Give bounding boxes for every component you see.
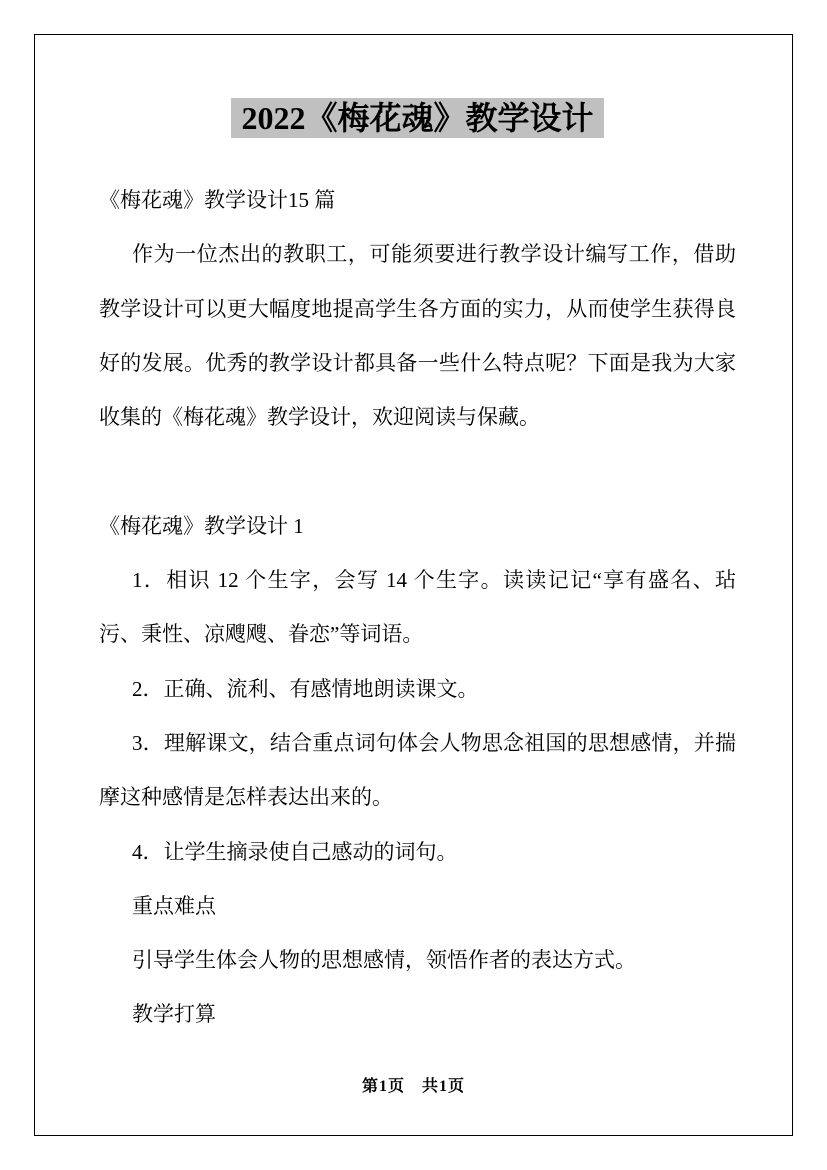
text-line: 2．正确、流利、有感情地朗读课文。 — [132, 676, 479, 701]
subtitle-line: 《梅花魂》教学设计15 篇 — [99, 188, 336, 212]
text-line: 教学设计可以更大幅度地提高学生各方面的实力，从而使学生获得良 — [99, 296, 736, 321]
text-line: 3．理解课文，结合重点词句体会人物思念祖国的思想感情，并揣 — [132, 730, 736, 755]
section-heading-line: 教学打算 — [132, 1002, 216, 1027]
text-line: 收集的《梅花魂》教学设计，欢迎阅读与保藏。 — [99, 405, 540, 430]
text-line: 污、秉性、凉飕飕、眷恋”等词语。 — [99, 622, 424, 647]
text-line: 摩这种感情是怎样表达出来的。 — [99, 785, 393, 810]
title-row — [99, 0, 736, 147]
page-number-footer: 第1页 共1页 — [361, 1078, 465, 1095]
text-line: 4．让学生摘录使自己感动的词句。 — [132, 839, 458, 864]
blank-line — [99, 444, 736, 498]
section-heading-line: 重点难点 — [132, 893, 216, 918]
document-title: 2022《梅花魂》教学设计 — [231, 98, 603, 138]
text-line: 好的发展。优秀的教学设计都具备一些什么特点呢？下面是我为大家 — [99, 350, 736, 375]
text-line: 引导学生体会人物的思想感情，领悟作者的表达方式。 — [132, 948, 636, 973]
document-content — [99, 0, 736, 1042]
section-title-line: 《梅花魂》教学设计 1 — [99, 513, 304, 538]
text-line: 1．相识 12 个生字，会写 14 个生字。读读记记“享有盛名、玷 — [132, 568, 736, 593]
text-line: 作为一位杰出的教职工，可能须要进行教学设计编写工作，借助 — [132, 242, 736, 267]
